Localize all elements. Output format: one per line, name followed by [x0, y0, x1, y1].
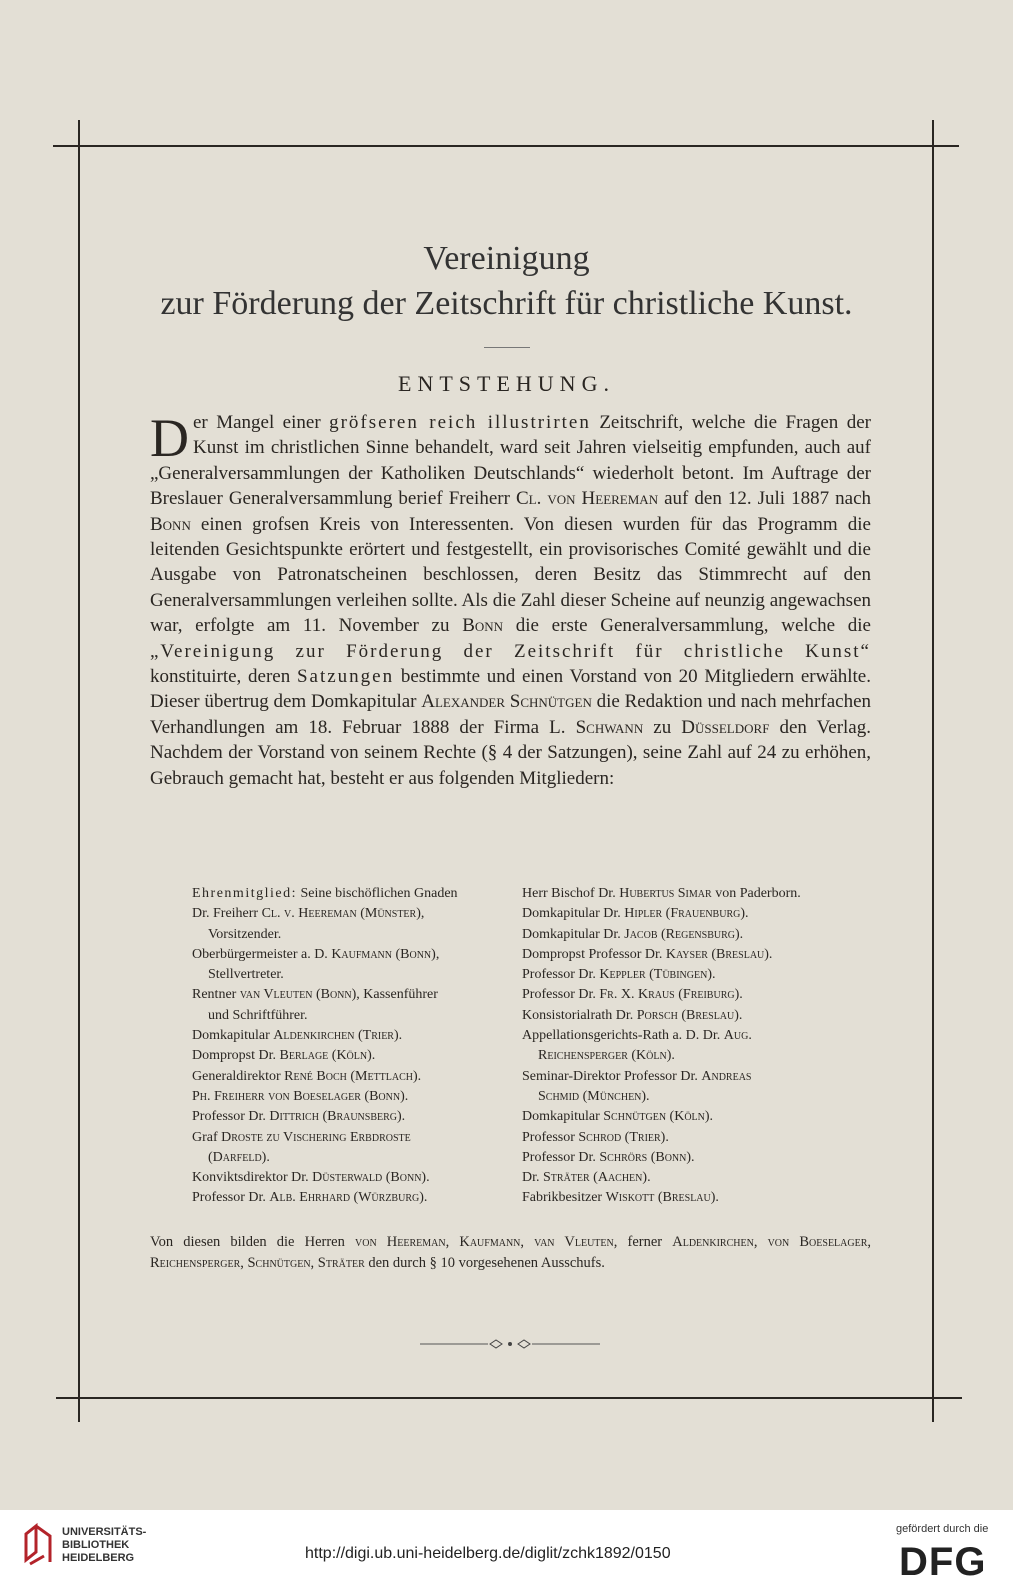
member-name: Ph. Freiherr von Boeselager (Bonn) [192, 1088, 405, 1104]
member-name: Wiskott (Breslau) [605, 1190, 716, 1206]
member-entry [522, 1107, 882, 1127]
member-title: . [691, 1149, 695, 1165]
member-title: Domkapitular [522, 1109, 604, 1125]
member-name: Berlage (Köln) [279, 1048, 372, 1064]
member-entry [522, 1168, 882, 1188]
member-entry [522, 945, 882, 965]
member-name: Keppler (Tübingen) [599, 967, 712, 983]
member-name: van Vleuten (Bonn) [239, 987, 357, 1003]
member-entry [192, 1128, 522, 1148]
body-text: zu [643, 716, 682, 738]
funded-by-label: gefördert durch die [896, 1523, 989, 1535]
body-text: auf den 12. Juli 1887 nach [658, 488, 872, 510]
left-entries [192, 904, 522, 1208]
member-name: Sträter (Aachen) [543, 1170, 648, 1186]
member-entry [192, 1188, 522, 1208]
member-title: Fabrikbesitzer [522, 1190, 606, 1206]
library-name [62, 1526, 146, 1565]
member-entry [522, 904, 882, 924]
member-title: . [647, 1170, 651, 1186]
member-title: . [423, 1190, 428, 1206]
permalink-url[interactable]: http://digi.ub.uni-heidelberg.de/diglit/zchk1892/0150 [305, 1545, 671, 1562]
place-name: Düsseldorf [681, 716, 770, 738]
member-entry-continuation [522, 1087, 882, 1107]
member-entry [522, 985, 882, 1005]
member-entry [522, 1026, 882, 1046]
member-column-right [522, 884, 882, 1209]
member-title: . [401, 1109, 406, 1125]
member-name: Kaufmann (Bonn) [331, 946, 436, 962]
member-entry-continuation [192, 1006, 522, 1026]
member-name: René Boch (Mettlach) [284, 1068, 418, 1084]
person-name: Cl. von Heereman [515, 488, 659, 510]
body-text-spaced: gröfseren reich illustrirten [329, 412, 591, 433]
body-text: die Redaktion und nach mehrfachen Verhandlungen am 18. Februar 1888 der Firma [150, 691, 871, 738]
member-entry [522, 965, 882, 985]
member-title: Professor Dr. [192, 1190, 270, 1206]
member-name: Schnütgen (Köln) [603, 1109, 710, 1125]
honorary-label: Ehrenmitglied: [192, 886, 297, 901]
body-text: konstituirte, deren [150, 666, 297, 688]
member-title: Seminar-Direktor Professor Dr. [522, 1068, 702, 1084]
section-heading: ENTSTEHUNG. [398, 371, 615, 396]
member-title: Graf [192, 1129, 222, 1145]
member-text: und Schriftführer. [208, 1007, 308, 1023]
member-title: Domkapitular Dr. [522, 906, 625, 922]
member-name: Porsch (Breslau) [636, 1007, 739, 1023]
member-title: Oberbürgermeister a. D. [192, 946, 332, 962]
member-title: . [709, 1109, 714, 1125]
member-title: . [398, 1028, 403, 1044]
member-entry-continuation [192, 965, 522, 985]
member-list [192, 884, 882, 1209]
member-name: Schrörs (Bonn) [599, 1149, 692, 1165]
member-title: Rentner [192, 987, 240, 1003]
member-entry [522, 1006, 882, 1026]
member-entry-continuation [522, 1046, 882, 1066]
member-entry [192, 904, 522, 924]
company-name: L. Schwann [549, 716, 644, 738]
dfg-logo: DFG [899, 1540, 987, 1584]
member-text: (Darfeld). [208, 1149, 270, 1165]
library-line-3: HEIDELBERG [62, 1552, 135, 1564]
member-entry [522, 1128, 882, 1148]
member-entry [192, 1087, 522, 1107]
body-text: die erste Generalversammlung, welche die [503, 615, 871, 637]
member-title: Generaldirektor [192, 1068, 285, 1084]
member-text: Reichensperger (Köln). [538, 1048, 675, 1064]
member-title: . [712, 967, 716, 983]
member-title: . [371, 1048, 376, 1064]
member-name: Jacob (Regensburg) [624, 926, 740, 942]
member-name: Dittrich (Braunsberg) [269, 1109, 402, 1125]
member-entry [192, 1046, 522, 1066]
member-name: Aug. [723, 1028, 752, 1044]
member-title: . [426, 1170, 430, 1186]
title-line-1: Vereinigung [423, 240, 590, 277]
member-entry [522, 884, 882, 904]
member-text: Vorsitzender. [208, 926, 282, 942]
member-title: . [404, 1088, 409, 1104]
member-name: Schrod (Trier) [578, 1129, 666, 1145]
member-name: Andreas [701, 1068, 752, 1084]
end-ornament [420, 1338, 600, 1350]
member-entry [522, 1148, 882, 1168]
member-title: . [665, 1129, 669, 1145]
library-logo-icon [20, 1520, 60, 1566]
member-title: Domkapitular Dr. [522, 926, 625, 942]
closing-text: ferner [617, 1234, 673, 1250]
member-name: Alb. Ehrhard (Würzburg) [269, 1190, 424, 1206]
member-title: . [739, 926, 744, 942]
member-column-left [192, 884, 522, 1209]
member-title: . [715, 1190, 719, 1206]
frame-bottom-rule [56, 1397, 962, 1399]
member-text: Stellvertreter. [208, 967, 284, 983]
place-name: Bonn [462, 615, 504, 637]
library-line-2: BIBLIOTHEK [62, 1539, 130, 1551]
member-title: Dompropst Professor Dr. [522, 946, 666, 962]
member-title: Dr. [522, 1170, 543, 1186]
member-title: Konsistorialrath Dr. [522, 1007, 637, 1023]
member-entry [192, 945, 522, 965]
body-text: bestimmte und einen Vorstand von 20 Mitgliedern erwählte. Dieser übertrug dem Domkapitular [150, 666, 871, 713]
member-entry [192, 1067, 522, 1087]
member-entry [522, 1188, 882, 1208]
closing-names: Aldenkirchen, von Boeselager, Reichensperger, Schnütgen, Sträter [150, 1234, 872, 1271]
member-name: Düsterwald (Bonn) [312, 1170, 427, 1186]
member-entry [192, 1107, 522, 1127]
closing-text: den durch § 10 vorgesehenen Ausschufs. [364, 1255, 605, 1271]
member-name: Cl. v. Heereman (Münster) [261, 906, 421, 922]
member-title: Appellationsgerichts-Rath a. D. Dr. [522, 1028, 724, 1044]
member-title: Domkapitular [192, 1028, 274, 1044]
drop-cap: D [150, 408, 189, 468]
frame-top-rule [53, 145, 959, 147]
body-text: den Verlag. Nachdem der Vorstand von seinem Rechte (§ 4 der Satzungen), seine Zahl auf 24 zu erhöhen, Gebrauch gemacht hat, besteht er aus folgenden Mitgliedern: [150, 716, 871, 789]
member-name: Hipler (Frauenburg) [624, 906, 745, 922]
member-title: Professor Dr. [192, 1109, 270, 1125]
member-entry-continuation [192, 1148, 522, 1168]
member-title: Professor Dr. [522, 967, 600, 983]
member-name: Fr. X. Kraus (Freiburg) [599, 987, 740, 1003]
member-title: , [420, 906, 425, 922]
member-title: Dr. Freiherr [192, 906, 262, 922]
closing-text: Von diesen bilden die Herren [150, 1234, 356, 1250]
right-entries [522, 884, 882, 1209]
member-entry [192, 985, 522, 1005]
member-title: Dompropst Dr. [192, 1048, 280, 1064]
member-name: Aldenkirchen (Trier) [273, 1028, 399, 1044]
member-title: Professor [522, 1129, 579, 1145]
member-title: , Kassenführer [356, 987, 438, 1003]
body-paragraph [150, 410, 871, 791]
place-name: Bonn [150, 513, 191, 535]
member-title: Konviktsdirektor Dr. [192, 1170, 313, 1186]
closing-names: von Heereman, Kaufmann, van Vleuten, [355, 1234, 618, 1250]
member-title: Herr Bischof Dr. [522, 886, 620, 901]
title-line-2: zur Förderung der Zeitschrift für christliche Kunst. [160, 285, 853, 322]
member-title: . [745, 906, 749, 922]
body-text-spaced: „Vereinigung zur Förderung der Zeitschrift für christliche Kunst“ [150, 640, 871, 662]
body-text: einen grofsen Kreis von Interessenten. Von diesen wurden für das Programm die leitenden Gesichtspunkte erörtert und festgestellt, ein provisorisches Comité gewählt und die Ausgabe von Patronatscheinen beschlossen, deren Besitz das Stimmrecht auf den Generalversammlungen verleihen sollte. Als die Zahl dieser Scheine auf neunzig angewachsen war, erfolgte am 11. November zu [150, 513, 871, 637]
member-title: . [768, 946, 773, 962]
member-name: Kayser (Breslau) [665, 946, 769, 962]
person-name: Alexander Schnütgen [421, 691, 592, 713]
member-name: Droste zu Vischering Erbdroste [221, 1129, 411, 1145]
body-text-spaced: Satzungen [296, 666, 395, 688]
member-title: Professor Dr. [522, 987, 600, 1003]
member-title: . [738, 1007, 743, 1023]
body-text: er Mangel einer [193, 412, 330, 433]
member-entry [522, 925, 882, 945]
member-title: von Paderborn. [711, 886, 801, 901]
member-name: Hubertus Simar [619, 886, 712, 901]
member-title: . [417, 1068, 422, 1084]
member-entry [192, 1168, 522, 1188]
library-line-1: UNIVERSITÄTS- [62, 1526, 147, 1538]
member-title: . [739, 987, 743, 1003]
honorary-member-label [192, 884, 522, 904]
title-divider [484, 347, 530, 348]
closing-paragraph [150, 1232, 871, 1274]
member-text: Schmid (München). [538, 1088, 650, 1104]
honorary-text: Seine bischöflichen Gnaden [296, 886, 458, 901]
member-entry [192, 1026, 522, 1046]
member-title: Professor Dr. [522, 1149, 600, 1165]
member-entry [522, 1067, 882, 1087]
member-title: , [435, 946, 440, 962]
member-entry-continuation [192, 925, 522, 945]
body-text: Zeitschrift, welche die Fragen der Kunst im christlichen Sinne behandelt, ward seit Jahren vielseitig empfunden, auch auf „Generalversammlungen der Katholiken Deutschlands“ wiederholt betont. Im Auftrage der Breslauer Generalversammlung berief Freiherr [150, 412, 872, 510]
